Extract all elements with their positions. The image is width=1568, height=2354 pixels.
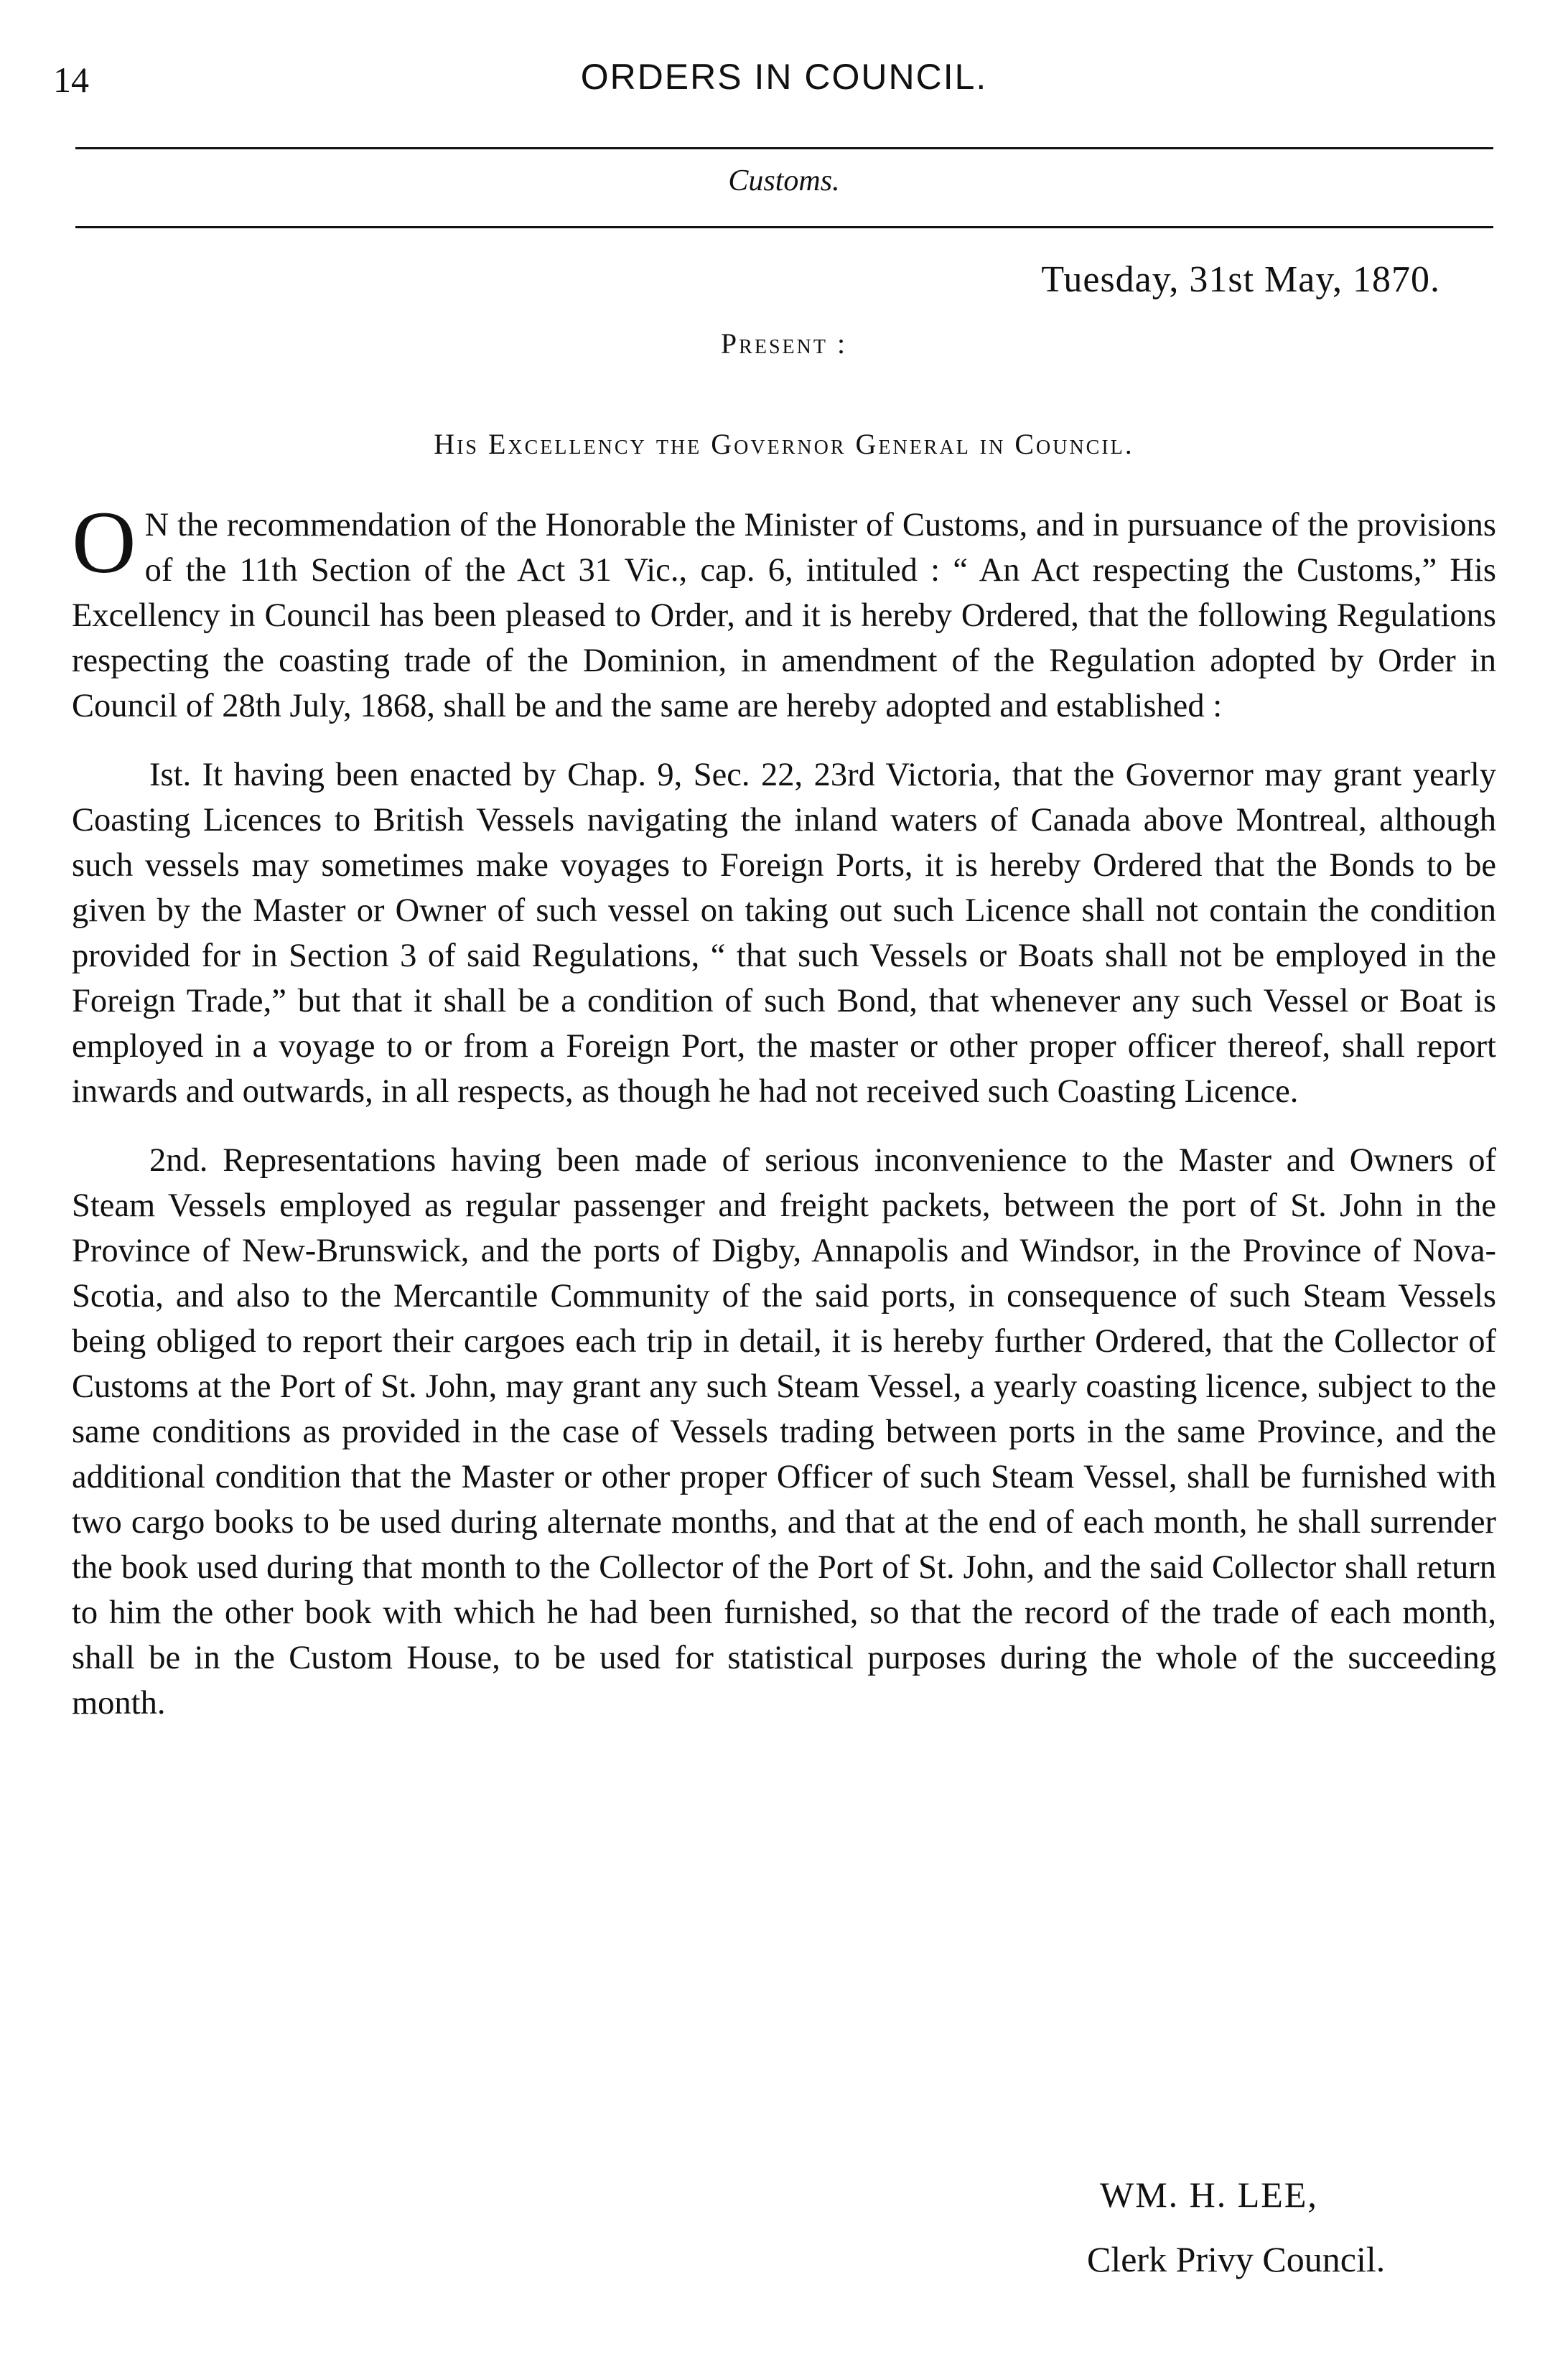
signatory-title: Clerk Privy Council. — [1087, 2239, 1386, 2279]
intro-paragraph — [72, 493, 1496, 729]
running-header — [53, 56, 1496, 121]
top-rule — [75, 147, 1493, 149]
present-label: Present : — [720, 327, 848, 360]
regulation-second: 2nd. Representations having been made of serious inconvenience to the Master and Owners of Steam Vessels employed as regular passenger and freight packets, between the port of St. John in the Province of New-Brunswick, and the ports of Digby, Annapolis and Windsor, in the Province of Nova-Scotia, and also to the Mercantile Community of the said ports, in consequence of such Steam Vessels being obliged to report their cargoes each trip in detail, it is hereby further Ordered, that the Collector of Customs at the Port of St. John, may grant any such Steam Vessel, a yearly coasting licence, subject to the same conditions as provided in the case of Vessels trading between ports in the same Province, and the additional condition that the Master or other proper Officer of such Steam Vessel, shall be furnished with two cargo books to be used during alternate months, and that at the end of each month, he shall surrender the book used during that month to the Collector of the Port of St. John, and the said Collector shall return to him the other book with which he had been furnished, so that the record of the trade of each month, shall be in the Custom House, to be used for statistical purposes during the whole of the succeeding month. — [72, 1142, 1496, 1722]
document-page — [53, 43, 1496, 2312]
meeting-date: Tuesday, 31st May, 1870. — [1041, 259, 1440, 300]
drop-cap: O — [72, 493, 136, 592]
running-title: ORDERS IN COUNCIL. — [580, 57, 988, 97]
intro-text: N the recommendation of the Honorable the Minister of Customs, and in pursuance of the provisions of the 11th Section of the Act 31 Vic., cap. 6, intituled : “ An Act respecting the Customs,” His Excellency in Council has been pleased to Order, and it is hereby Ordered, that the following Regulations respecting the coasting trade of the Dominion, in amendment of the Regulation adopted by Order in Council of 28th July, 1868, shall be and the same are hereby adopted and established : — [72, 507, 1496, 724]
signature-block — [1087, 2162, 1424, 2292]
order-body — [72, 493, 1496, 1726]
section-label: Customs. — [728, 164, 840, 197]
council-line: His Excellency the Governor General in Council. — [434, 428, 1134, 460]
section-rule — [75, 226, 1493, 228]
page-number: 14 — [53, 60, 89, 100]
regulation-first: Ist. It having been enacted by Chap. 9, Sec. 22, 23rd Victoria, that the Governor may grant yearly Coasting Licences to British Vessels navigating the inland waters of Canada above Montreal, although such vessels may sometimes make voyages to Foreign Ports, it is hereby Ordered that the Bonds to be given by the Master or Owner of such vessel on taking out such Licence shall not contain the condition provided for in Section 3 of said Regulations, “ that such Vessels or Boats shall not be employed in the Foreign Trade,” but that it shall be a condition of such Bond, that whenever any such Vessel or Boat is employed in a voyage to or from a Foreign Port, the master or other proper officer thereof, shall report inwards and outwards, in all respects, as though he had not received such Coasting Licence. — [72, 757, 1496, 1110]
signatory-name: WM. H. LEE, — [1100, 2175, 1318, 2215]
